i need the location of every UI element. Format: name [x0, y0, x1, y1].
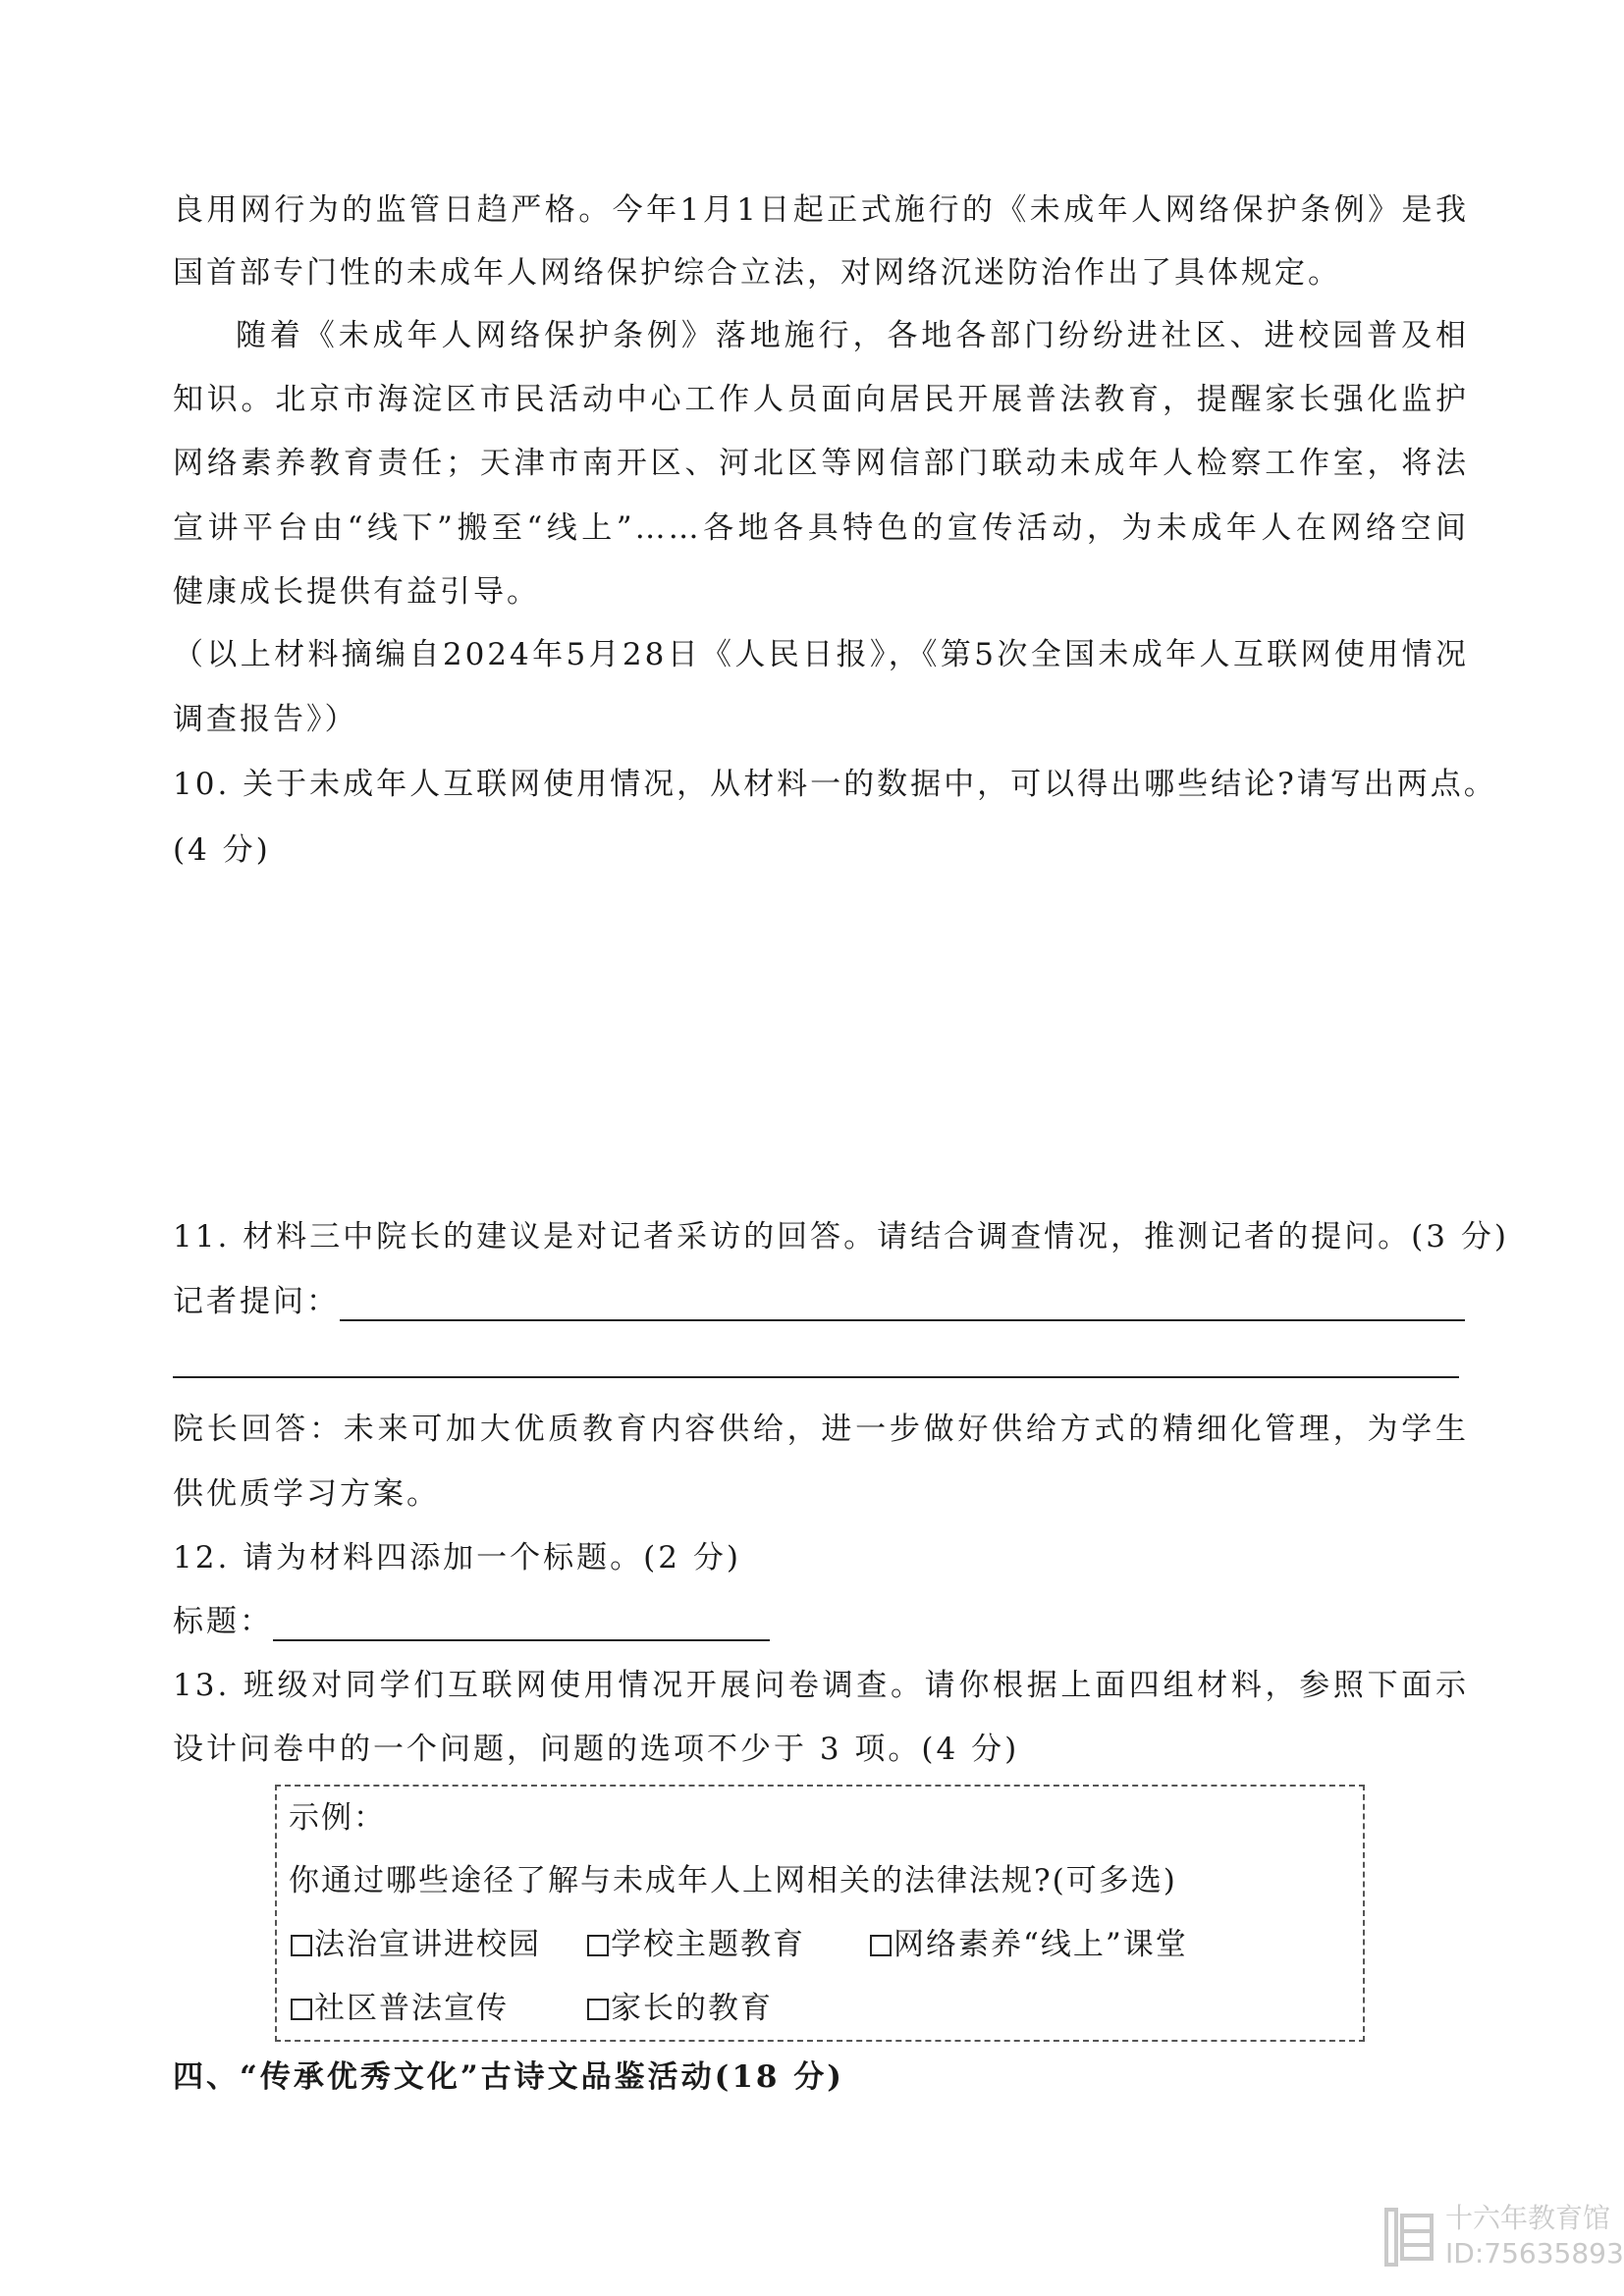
dean-answer-line1: 院长回答：未来可加大优质教育内容供给，进一步做好供给方式的精细化管理，为学生	[173, 1412, 1469, 1447]
material-para1-line1: 良用网行为的监管日趋严格。今年1月1日起正式施行的《未成年人网络保护条例》是我	[173, 192, 1469, 228]
example-option[interactable]: 网络素养“线上”课堂	[870, 1925, 1188, 1964]
title-label: 标题：	[173, 1604, 273, 1639]
checkbox-icon	[587, 1999, 609, 2020]
reporter-question-row	[173, 1282, 1469, 1321]
answer-line-blank[interactable]	[173, 1376, 1459, 1378]
example-option[interactable]: 学校主题教育	[587, 1925, 805, 1964]
material-para2-line1: 随着《未成年人网络保护条例》落地施行，各地各部门纷纷进社区、进校园普及相	[236, 318, 1469, 353]
example-option[interactable]: 社区普法宣传	[291, 1989, 509, 2028]
checkbox-icon	[587, 1935, 609, 1956]
watermark-id: ID:75635893	[1445, 2237, 1624, 2269]
checkbox-icon	[291, 1999, 312, 2020]
title-row	[173, 1602, 1469, 1641]
example-question: 你通过哪些途径了解与未成年人上网相关的法律法规?(可多选)	[289, 1863, 1177, 1898]
checkbox-icon	[291, 1935, 312, 1956]
question-13-line2: 设计问卷中的一个问题，问题的选项不少于 3 项。(4 分)	[173, 1732, 1020, 1767]
material-para2-line5: 健康成长提供有益引导。	[173, 574, 540, 610]
title-blank[interactable]	[273, 1610, 770, 1641]
example-label: 示例：	[289, 1800, 386, 1836]
material-para1-line2: 国首部专门性的未成年人网络保护综合立法，对网络沉迷防治作出了具体规定。	[173, 255, 1341, 291]
question-12-text: 12. 请为材料四添加一个标题。(2 分)	[173, 1540, 741, 1575]
material-para2-line3: 网络素养教育责任；天津市南开区、河北区等网信部门联动未成年人检察工作室，将法	[173, 446, 1469, 481]
question-10-score: (4 分)	[173, 832, 271, 868]
checkbox-icon	[870, 1935, 892, 1956]
reporter-question-label: 记者提问：	[173, 1284, 340, 1319]
source-citation-line1: （以上材料摘编自2024年5月28日《人民日报》，《第5次全国未成年人互联网使用情况	[173, 637, 1469, 672]
material-para2-line4: 宣讲平台由“线下”搬至“线上”……各地各具特色的宣传活动，为未成年人在网络空间	[173, 510, 1469, 546]
watermark-logo-icon	[1382, 2206, 1437, 2269]
watermark	[1382, 2200, 1624, 2278]
example-option[interactable]: 家长的教育	[587, 1989, 773, 2028]
watermark-name: 十六年教育馆	[1445, 2202, 1611, 2234]
dean-answer-line2: 供优质学习方案。	[173, 1476, 440, 1512]
section-4-heading: 四、“传承优秀文化”古诗文品鉴活动(18 分)	[173, 2059, 844, 2095]
question-10-text: 10. 关于未成年人互联网使用情况，从材料一的数据中，可以得出哪些结论?请写出两点。	[173, 767, 1497, 802]
material-para2-line2: 知识。北京市海淀区市民活动中心工作人员面向居民开展普法教育，提醒家长强化监护	[173, 382, 1469, 417]
source-citation-line2: 调查报告》）	[173, 702, 358, 737]
question-11-text: 11. 材料三中院长的建议是对记者采访的回答。请结合调查情况，推测记者的提问。(3 分)	[173, 1219, 1509, 1255]
example-option[interactable]: 法治宣讲进校园	[291, 1925, 541, 1964]
question-13-line1: 13. 班级对同学们互联网使用情况开展问卷调查。请你根据上面四组材料，参照下面示	[173, 1668, 1469, 1703]
reporter-question-blank[interactable]	[340, 1290, 1465, 1321]
